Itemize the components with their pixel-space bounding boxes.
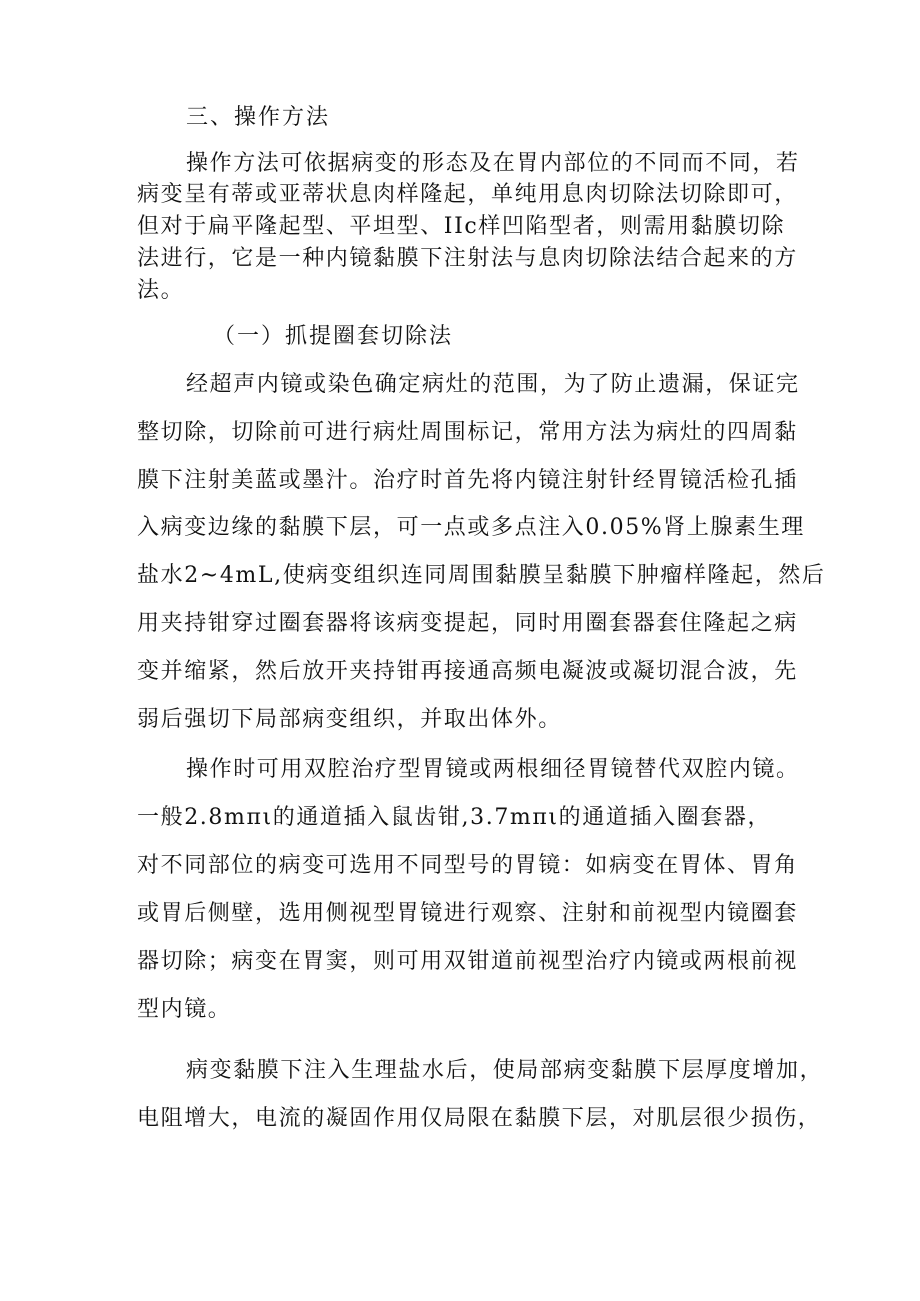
para2-line-6: 用夹持钳穿过圈套器将该病变提起，同时用圈套器套住隆起之病 [137,611,798,636]
section-heading: 三、操作方法 [186,105,331,130]
para2-line-2: 整切除，切除前可进行病灶周围标记，常用方法为病灶的四周黏 [137,420,798,445]
para2-line-8: 弱后强切下局部病变组织，并取出体外。 [137,707,562,732]
para3-line-5: 器切除；病变在胃窦，则可用双钳道前视型治疗内镜或两根前视 [137,949,798,974]
para1-line-1: 操作方法可依据病变的形态及在胃内部位的不同而不同，若 [186,151,800,176]
para4-line-1: 病变黏膜下注入生理盐水后，使局部病变黏膜下层厚度增加， [186,1058,824,1083]
para2-line-3: 膜下注射美蓝或墨汁。治疗时首先将内镜注射针经胃镜活检孔插 [137,468,798,493]
para3-line-2: 一般2.8mπι的通道插入鼠齿钳,3.7mπι的通道插入圈套器， [137,805,772,830]
para2-line-7: 变并缩紧，然后放开夹持钳再接通高频电凝波或凝切混合波，先 [137,659,798,684]
para1-line-4: 法进行，它是一种内镜黏膜下注射法与息肉切除法结合起来的方 [137,246,798,271]
para3-line-1: 操作时可用双腔治疗型胃镜或两根细径胃镜替代双腔内镜。 [186,757,800,782]
para2-line-1: 经超声内镜或染色确定病灶的范围，为了防止遗漏，保证完 [186,372,800,397]
subsection-heading: （一）抓提圈套切除法 [213,324,454,349]
para2-line-4: 入病变边缘的黏膜下层，可一点或多点注入0.05%肾上腺素生理 [137,515,805,540]
para4-line-2: 电阻增大，电流的凝固作用仅局限在黏膜下层，对肌层很少损伤， [137,1106,822,1131]
para1-line-5: 法。 [137,278,185,303]
para3-line-3: 对不同部位的病变可选用不同型号的胃镜：如病变在胃体、胃角 [137,853,798,878]
para1-line-3: 但对于扁平隆起型、平坦型、IIc样凹陷型者，则需用黏膜切除 [137,214,786,239]
para2-line-5: 盐水2~4mL,使病变组织连同周围黏膜呈黏膜下肿瘤样隆起，然后 [137,563,826,588]
para1-line-2: 病变呈有蒂或亚蒂状息肉样隆起，单纯用息肉切除法切除即可， [137,182,798,207]
para3-line-6: 型内镜。 [137,997,232,1022]
para3-line-4: 或胃后侧壁，选用侧视型胃镜进行观察、注射和前视型内镜圈套 [137,901,798,926]
